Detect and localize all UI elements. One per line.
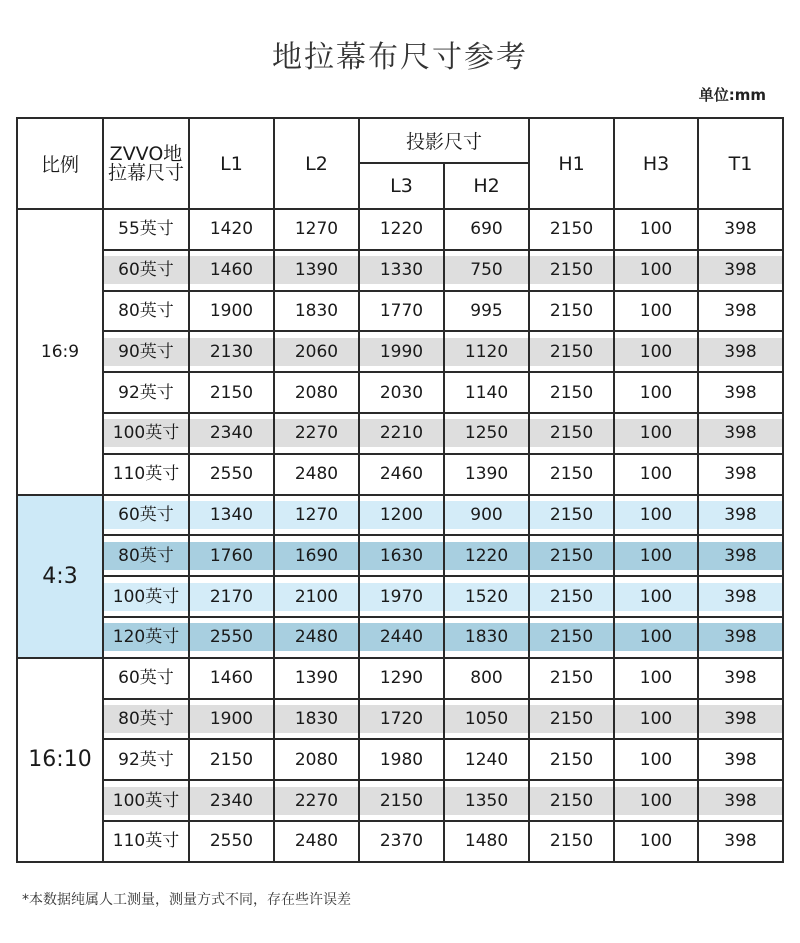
h3-cell (614, 413, 698, 454)
l1-cell (189, 576, 274, 617)
h1-cell (529, 413, 614, 454)
h3-cell (614, 780, 698, 821)
l1-cell (189, 454, 274, 495)
l3-value: 1770 (379, 300, 424, 321)
t1-value: 398 (724, 382, 757, 403)
t1-cell (698, 495, 783, 536)
l3-cell (359, 291, 444, 332)
l3-cell (359, 821, 444, 862)
l1-value: 1460 (209, 668, 254, 689)
t1-cell (698, 699, 783, 740)
l1-cell (189, 372, 274, 413)
l1-cell (189, 495, 274, 536)
t1-cell (698, 291, 783, 332)
t1-cell (698, 535, 783, 576)
model-cell (103, 209, 189, 250)
model-label: 100英寸 (104, 583, 188, 611)
model-cell (103, 372, 189, 413)
h3-value: 100 (615, 583, 697, 611)
l3-value: 1290 (379, 668, 424, 689)
l2-value: 1270 (275, 501, 358, 529)
header-h1: H1 (529, 118, 614, 209)
t1-cell (698, 250, 783, 291)
l2-value: 2060 (275, 338, 358, 366)
table-row (17, 209, 783, 250)
l3-cell (359, 331, 444, 372)
h3-value: 100 (639, 219, 673, 240)
h1-cell (529, 250, 614, 291)
table-body (17, 209, 783, 862)
t1-cell (698, 454, 783, 495)
l3-value: 1630 (360, 542, 443, 570)
model-label: 92英寸 (118, 382, 174, 403)
t1-cell (698, 658, 783, 699)
t1-value: 398 (699, 542, 782, 570)
table-row (17, 576, 783, 617)
header-h2: H2 (444, 163, 529, 209)
h3-cell (614, 658, 698, 699)
h3-cell (614, 699, 698, 740)
model-label: 80英寸 (104, 705, 188, 733)
h1-value: 2150 (549, 382, 594, 403)
model-cell (103, 699, 189, 740)
model-label: 55英寸 (118, 219, 174, 240)
h2-value: 1390 (464, 464, 509, 485)
footnote: *本数据纯属人工测量，测量方式不同，存在些许误差 (22, 892, 351, 908)
header-l2: L2 (274, 118, 359, 209)
l1-cell (189, 739, 274, 780)
h1-value: 2150 (549, 464, 594, 485)
l1-value: 2170 (190, 583, 273, 611)
h3-value: 100 (639, 382, 673, 403)
l1-cell (189, 413, 274, 454)
l3-value: 2150 (360, 787, 443, 815)
l1-cell (189, 699, 274, 740)
model-cell (103, 331, 189, 372)
l3-cell (359, 658, 444, 699)
h2-value: 800 (470, 668, 503, 689)
l1-value: 2150 (209, 382, 254, 403)
l3-cell (359, 250, 444, 291)
h2-value: 995 (470, 300, 503, 321)
table-row (17, 617, 783, 658)
h1-value: 2150 (530, 787, 613, 815)
h2-cell (444, 209, 529, 250)
l3-value: 1720 (360, 705, 443, 733)
l1-value: 2550 (209, 464, 254, 485)
table-row (17, 780, 783, 821)
h2-value: 1240 (464, 749, 509, 770)
l2-value: 2480 (294, 464, 339, 485)
h1-cell (529, 617, 614, 658)
h1-value: 2150 (530, 338, 613, 366)
h3-value: 100 (639, 749, 673, 770)
page-title: 地拉幕布尺寸参考 (272, 40, 528, 75)
l3-cell (359, 699, 444, 740)
table-row (17, 739, 783, 780)
h3-value: 100 (615, 501, 697, 529)
l2-cell (274, 739, 359, 780)
l2-cell (274, 291, 359, 332)
t1-cell (698, 780, 783, 821)
size-table (16, 117, 784, 863)
l1-cell (189, 291, 274, 332)
h2-value: 1140 (464, 382, 509, 403)
h2-cell (444, 331, 529, 372)
h2-cell (444, 780, 529, 821)
h1-value: 2150 (549, 219, 594, 240)
table-row (17, 699, 783, 740)
h1-cell (529, 495, 614, 536)
h1-value: 2150 (530, 623, 613, 651)
h2-value: 1050 (445, 705, 528, 733)
l2-value: 1390 (294, 668, 339, 689)
model-cell (103, 250, 189, 291)
t1-cell (698, 576, 783, 617)
h2-cell (444, 699, 529, 740)
l1-value: 1900 (190, 705, 273, 733)
model-label: 80英寸 (104, 542, 188, 570)
t1-value: 398 (724, 749, 757, 770)
h2-cell (444, 372, 529, 413)
h3-cell (614, 209, 698, 250)
h3-cell (614, 454, 698, 495)
h3-value: 100 (615, 705, 697, 733)
table-row (17, 372, 783, 413)
table-row (17, 535, 783, 576)
header-model: ZVVO地拉幕尺寸 (103, 118, 189, 209)
t1-cell (698, 821, 783, 862)
h3-value: 100 (639, 300, 673, 321)
table-row (17, 250, 783, 291)
header-l3: L3 (359, 163, 444, 209)
h1-cell (529, 454, 614, 495)
l3-cell (359, 617, 444, 658)
table-row (17, 413, 783, 454)
model-label: 120英寸 (104, 623, 188, 651)
l1-cell (189, 780, 274, 821)
h2-value: 1250 (445, 419, 528, 447)
t1-value: 398 (724, 831, 757, 852)
model-cell (103, 780, 189, 821)
t1-cell (698, 739, 783, 780)
h2-cell (444, 250, 529, 291)
t1-value: 398 (724, 464, 757, 485)
model-cell (103, 454, 189, 495)
h3-value: 100 (615, 787, 697, 815)
h2-cell (444, 454, 529, 495)
h2-value: 1220 (445, 542, 528, 570)
h1-cell (529, 209, 614, 250)
h3-value: 100 (615, 256, 697, 284)
l1-value: 2150 (209, 749, 254, 770)
h3-cell (614, 576, 698, 617)
l2-cell (274, 209, 359, 250)
model-cell (103, 535, 189, 576)
l3-value: 2460 (379, 464, 424, 485)
header-ratio: 比例 (17, 118, 103, 209)
l3-cell (359, 495, 444, 536)
l2-value: 2480 (294, 831, 339, 852)
t1-value: 398 (699, 705, 782, 733)
l1-cell (189, 331, 274, 372)
l3-cell (359, 372, 444, 413)
model-cell (103, 576, 189, 617)
header-l1: L1 (189, 118, 274, 209)
model-label: 60英寸 (104, 501, 188, 529)
h2-value: 900 (445, 501, 528, 529)
l3-cell (359, 576, 444, 617)
l1-cell (189, 535, 274, 576)
model-label: 60英寸 (118, 668, 174, 689)
h3-value: 100 (615, 542, 697, 570)
model-label: 80英寸 (118, 300, 174, 321)
h2-cell (444, 291, 529, 332)
model-cell (103, 291, 189, 332)
table-row (17, 658, 783, 699)
t1-value: 398 (724, 668, 757, 689)
l1-cell (189, 250, 274, 291)
h2-cell (444, 821, 529, 862)
l2-cell (274, 372, 359, 413)
model-label: 100英寸 (104, 787, 188, 815)
h1-value: 2150 (549, 668, 594, 689)
h3-cell (614, 331, 698, 372)
header-t1: T1 (698, 118, 783, 209)
l3-value: 1330 (360, 256, 443, 284)
ratio-cell: 4:3 (17, 495, 103, 658)
h3-value: 100 (615, 419, 697, 447)
model-label: 110英寸 (112, 464, 180, 485)
h1-cell (529, 576, 614, 617)
h1-cell (529, 291, 614, 332)
l3-value: 1990 (360, 338, 443, 366)
l2-cell (274, 454, 359, 495)
h2-cell (444, 658, 529, 699)
t1-cell (698, 331, 783, 372)
l2-value: 2080 (294, 382, 339, 403)
h3-cell (614, 739, 698, 780)
h2-value: 1120 (445, 338, 528, 366)
h3-value: 100 (615, 338, 697, 366)
l2-value: 2480 (275, 623, 358, 651)
h2-value: 1830 (445, 623, 528, 651)
l1-value: 1760 (190, 542, 273, 570)
h1-value: 2150 (549, 300, 594, 321)
h1-value: 2150 (549, 831, 594, 852)
h1-cell (529, 699, 614, 740)
l2-cell (274, 413, 359, 454)
l1-cell (189, 821, 274, 862)
table-row (17, 495, 783, 536)
l1-value: 1420 (209, 219, 254, 240)
h1-value: 2150 (549, 749, 594, 770)
model-cell (103, 495, 189, 536)
model-label: 100英寸 (104, 419, 188, 447)
l2-value: 2270 (275, 419, 358, 447)
model-label: 110英寸 (112, 831, 180, 852)
h1-value: 2150 (530, 419, 613, 447)
t1-value: 398 (699, 256, 782, 284)
l2-cell (274, 250, 359, 291)
l3-cell (359, 413, 444, 454)
t1-value: 398 (699, 583, 782, 611)
l2-value: 1830 (275, 705, 358, 733)
t1-cell (698, 372, 783, 413)
l2-cell (274, 495, 359, 536)
l2-cell (274, 617, 359, 658)
h2-value: 1350 (445, 787, 528, 815)
l3-value: 2370 (379, 831, 424, 852)
h1-cell (529, 372, 614, 413)
h3-cell (614, 291, 698, 332)
l1-value: 1340 (190, 501, 273, 529)
h1-value: 2150 (530, 256, 613, 284)
l3-value: 2440 (360, 623, 443, 651)
model-cell (103, 821, 189, 862)
l2-cell (274, 576, 359, 617)
h2-value: 690 (470, 219, 503, 240)
h2-cell (444, 617, 529, 658)
h2-cell (444, 739, 529, 780)
l1-cell (189, 617, 274, 658)
h2-value: 1520 (445, 583, 528, 611)
h3-cell (614, 372, 698, 413)
t1-value: 398 (699, 338, 782, 366)
l3-value: 1220 (379, 219, 424, 240)
h1-value: 2150 (530, 542, 613, 570)
h3-cell (614, 495, 698, 536)
l2-cell (274, 780, 359, 821)
t1-cell (698, 617, 783, 658)
l3-cell (359, 535, 444, 576)
model-label: 92英寸 (118, 749, 174, 770)
t1-value: 398 (724, 300, 757, 321)
table-row (17, 331, 783, 372)
t1-value: 398 (724, 219, 757, 240)
l1-value: 2340 (190, 787, 273, 815)
h3-value: 100 (639, 831, 673, 852)
h1-cell (529, 780, 614, 821)
h1-cell (529, 535, 614, 576)
l3-value: 1970 (360, 583, 443, 611)
t1-cell (698, 209, 783, 250)
l3-value: 2210 (360, 419, 443, 447)
h1-cell (529, 821, 614, 862)
l2-value: 2100 (275, 583, 358, 611)
t1-value: 398 (699, 623, 782, 651)
model-cell (103, 413, 189, 454)
h1-cell (529, 658, 614, 699)
l1-value: 2550 (190, 623, 273, 651)
l2-value: 1270 (294, 219, 339, 240)
header-h3: H3 (614, 118, 698, 209)
l2-cell (274, 699, 359, 740)
l3-value: 1200 (360, 501, 443, 529)
h3-value: 100 (639, 668, 673, 689)
t1-cell (698, 413, 783, 454)
l2-value: 1690 (275, 542, 358, 570)
l3-value: 2030 (379, 382, 424, 403)
l1-value: 2340 (190, 419, 273, 447)
h1-value: 2150 (530, 705, 613, 733)
l1-value: 1460 (190, 256, 273, 284)
l1-value: 2130 (190, 338, 273, 366)
l2-cell (274, 535, 359, 576)
l3-cell (359, 454, 444, 495)
l2-cell (274, 331, 359, 372)
model-cell (103, 739, 189, 780)
h2-cell (444, 576, 529, 617)
header-projection: 投影尺寸 (359, 118, 529, 163)
l2-cell (274, 658, 359, 699)
t1-value: 398 (699, 787, 782, 815)
model-label: 60英寸 (104, 256, 188, 284)
h2-cell (444, 535, 529, 576)
ratio-cell: 16:10 (17, 658, 103, 862)
h1-cell (529, 331, 614, 372)
h2-cell (444, 413, 529, 454)
model-label: 90英寸 (104, 338, 188, 366)
h2-cell (444, 495, 529, 536)
h3-value: 100 (639, 464, 673, 485)
h3-cell (614, 535, 698, 576)
h2-value: 750 (445, 256, 528, 284)
table-row (17, 821, 783, 862)
h3-cell (614, 617, 698, 658)
h2-value: 1480 (464, 831, 509, 852)
h3-cell (614, 250, 698, 291)
h1-value: 2150 (530, 583, 613, 611)
model-cell (103, 658, 189, 699)
table-row (17, 454, 783, 495)
h1-value: 2150 (530, 501, 613, 529)
l2-value: 2270 (275, 787, 358, 815)
ratio-cell: 16:9 (17, 209, 103, 495)
l2-value: 2080 (294, 749, 339, 770)
l3-cell (359, 739, 444, 780)
t1-value: 398 (699, 419, 782, 447)
h1-cell (529, 739, 614, 780)
l1-cell (189, 658, 274, 699)
t1-value: 398 (699, 501, 782, 529)
unit-label: 单位:mm (698, 86, 766, 104)
l1-value: 2550 (209, 831, 254, 852)
l3-cell (359, 780, 444, 821)
l3-value: 1980 (379, 749, 424, 770)
l2-value: 1390 (275, 256, 358, 284)
l3-cell (359, 209, 444, 250)
l2-cell (274, 821, 359, 862)
l1-cell (189, 209, 274, 250)
l1-value: 1900 (209, 300, 254, 321)
h3-value: 100 (615, 623, 697, 651)
table-row (17, 291, 783, 332)
model-cell (103, 617, 189, 658)
l2-value: 1830 (294, 300, 339, 321)
h3-cell (614, 821, 698, 862)
